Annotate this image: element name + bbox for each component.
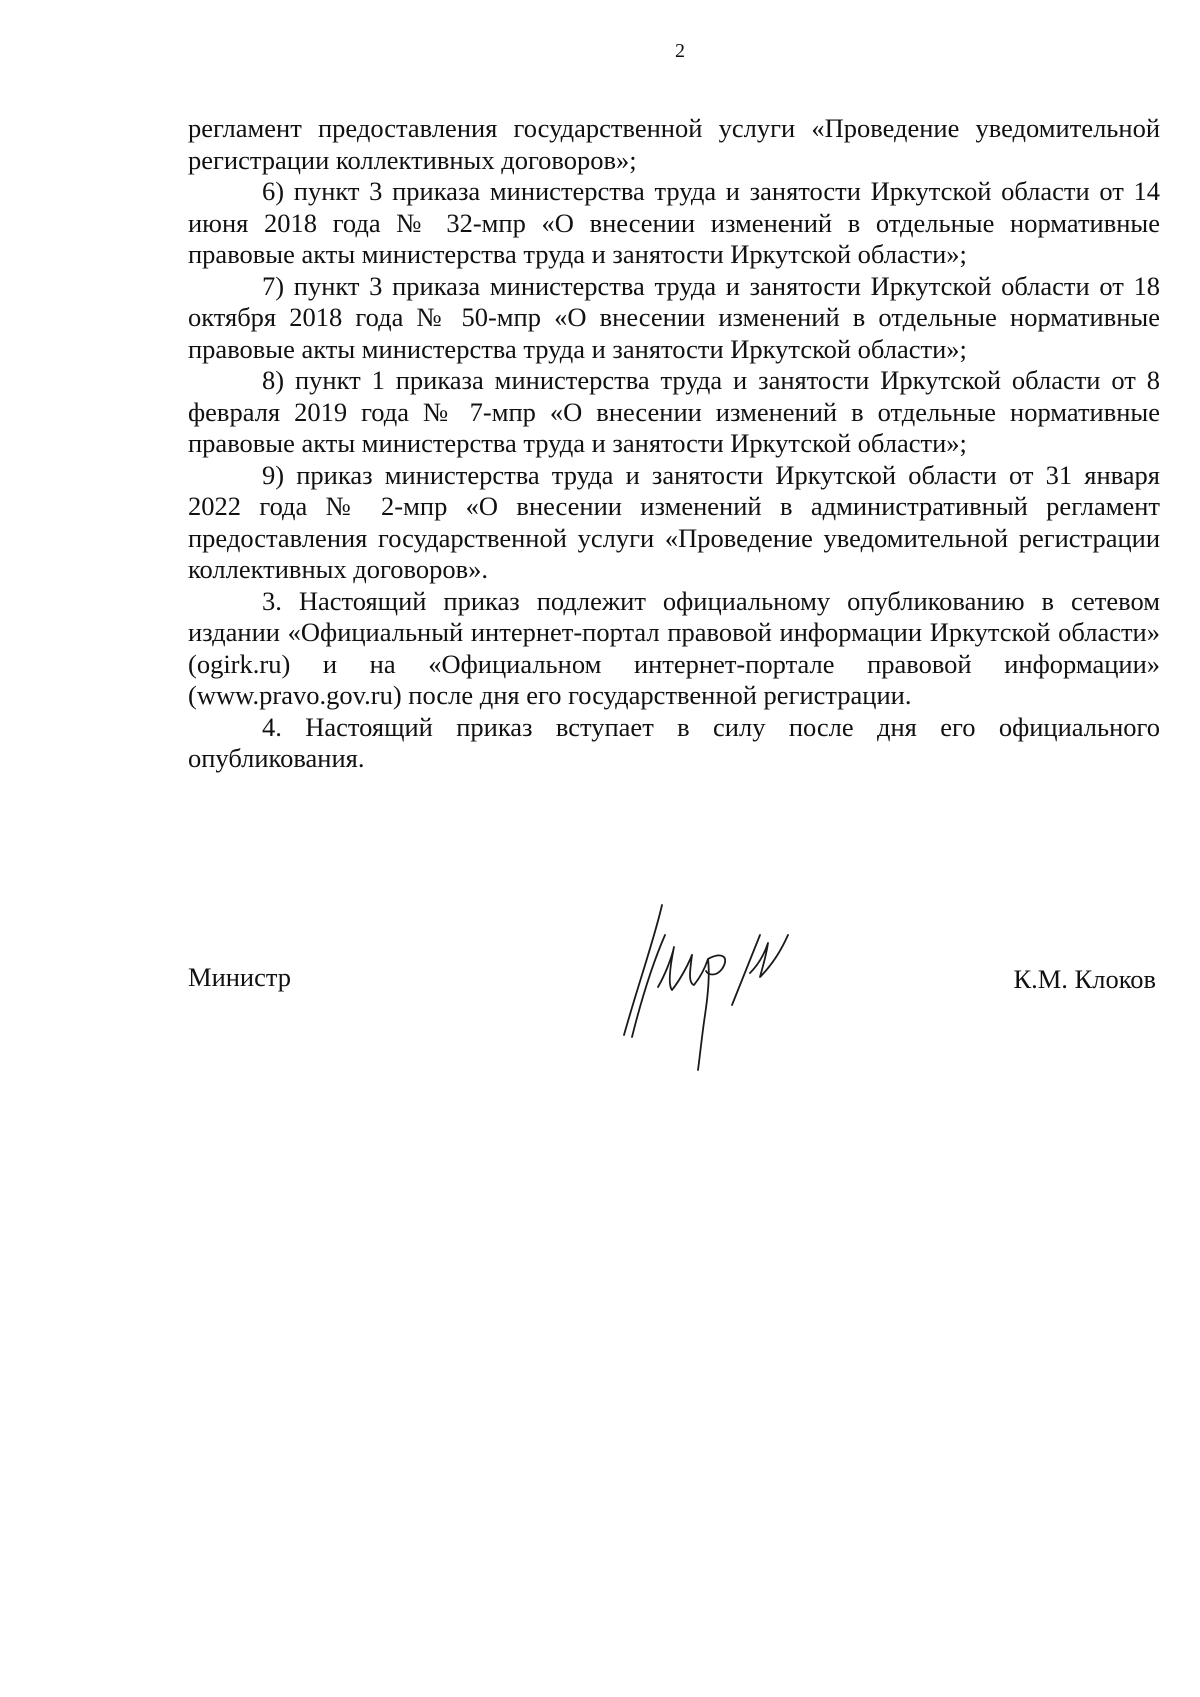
paragraph-continuation: регламент предоставления государственной услуги «Проведение уведомительной регистрации коллективных договоров»;: [188, 113, 1160, 175]
paragraph-item-7: 7) пункт 3 приказа министерства труда и занятости Иркутской области от 18 октября 2018 года № 50-мпр «О внесении изменений в отдельные нормативные правовые акты министерства труда и занятости Иркутской области»;: [188, 270, 1160, 364]
paragraph-effective-date: 4. Настоящий приказ вступает в силу после дня его официального опубликования.: [188, 711, 1160, 773]
paragraph-item-8: 8) пункт 1 приказа министерства труда и занятости Иркутской области от 8 февраля 2019 года № 7-мпр «О внесении изменений в отдельные нормативные правовые акты министерства труда и занятости Иркутской области»;: [188, 365, 1160, 458]
paragraph-publication: 3. Настоящий приказ подлежит официальному опубликованию в сетевом издании «Официальный интернет-портал правовой информации Иркутской области» (ogirk.ru) и на «Официальном интернет-портале правовой информации» (www.pravo.gov.ru) после дня его государственной регистрации.: [188, 585, 1160, 710]
signatory-title: Министр: [188, 962, 292, 992]
document-body: [188, 113, 1160, 775]
paragraph-item-9: 9) приказ министерства труда и занятости Иркутской области от 31 января 2022 года № 2-мпр «О внесении изменений в административный регламент предоставления государственной услуги «Проведение уведомительной регистрации коллективных договоров».: [188, 459, 1160, 584]
signatory-name: К.М. Клоков: [1013, 964, 1156, 994]
paragraph-item-6: 6) пункт 3 приказа министерства труда и занятости Иркутской области от 14 июня 2018 года № 32-мпр «О внесении изменений в отдельные нормативные правовые акты министерства труда и занятости Иркутской области»;: [188, 176, 1160, 269]
page-number: 2: [675, 40, 685, 62]
handwritten-signature-icon: [610, 895, 850, 1075]
